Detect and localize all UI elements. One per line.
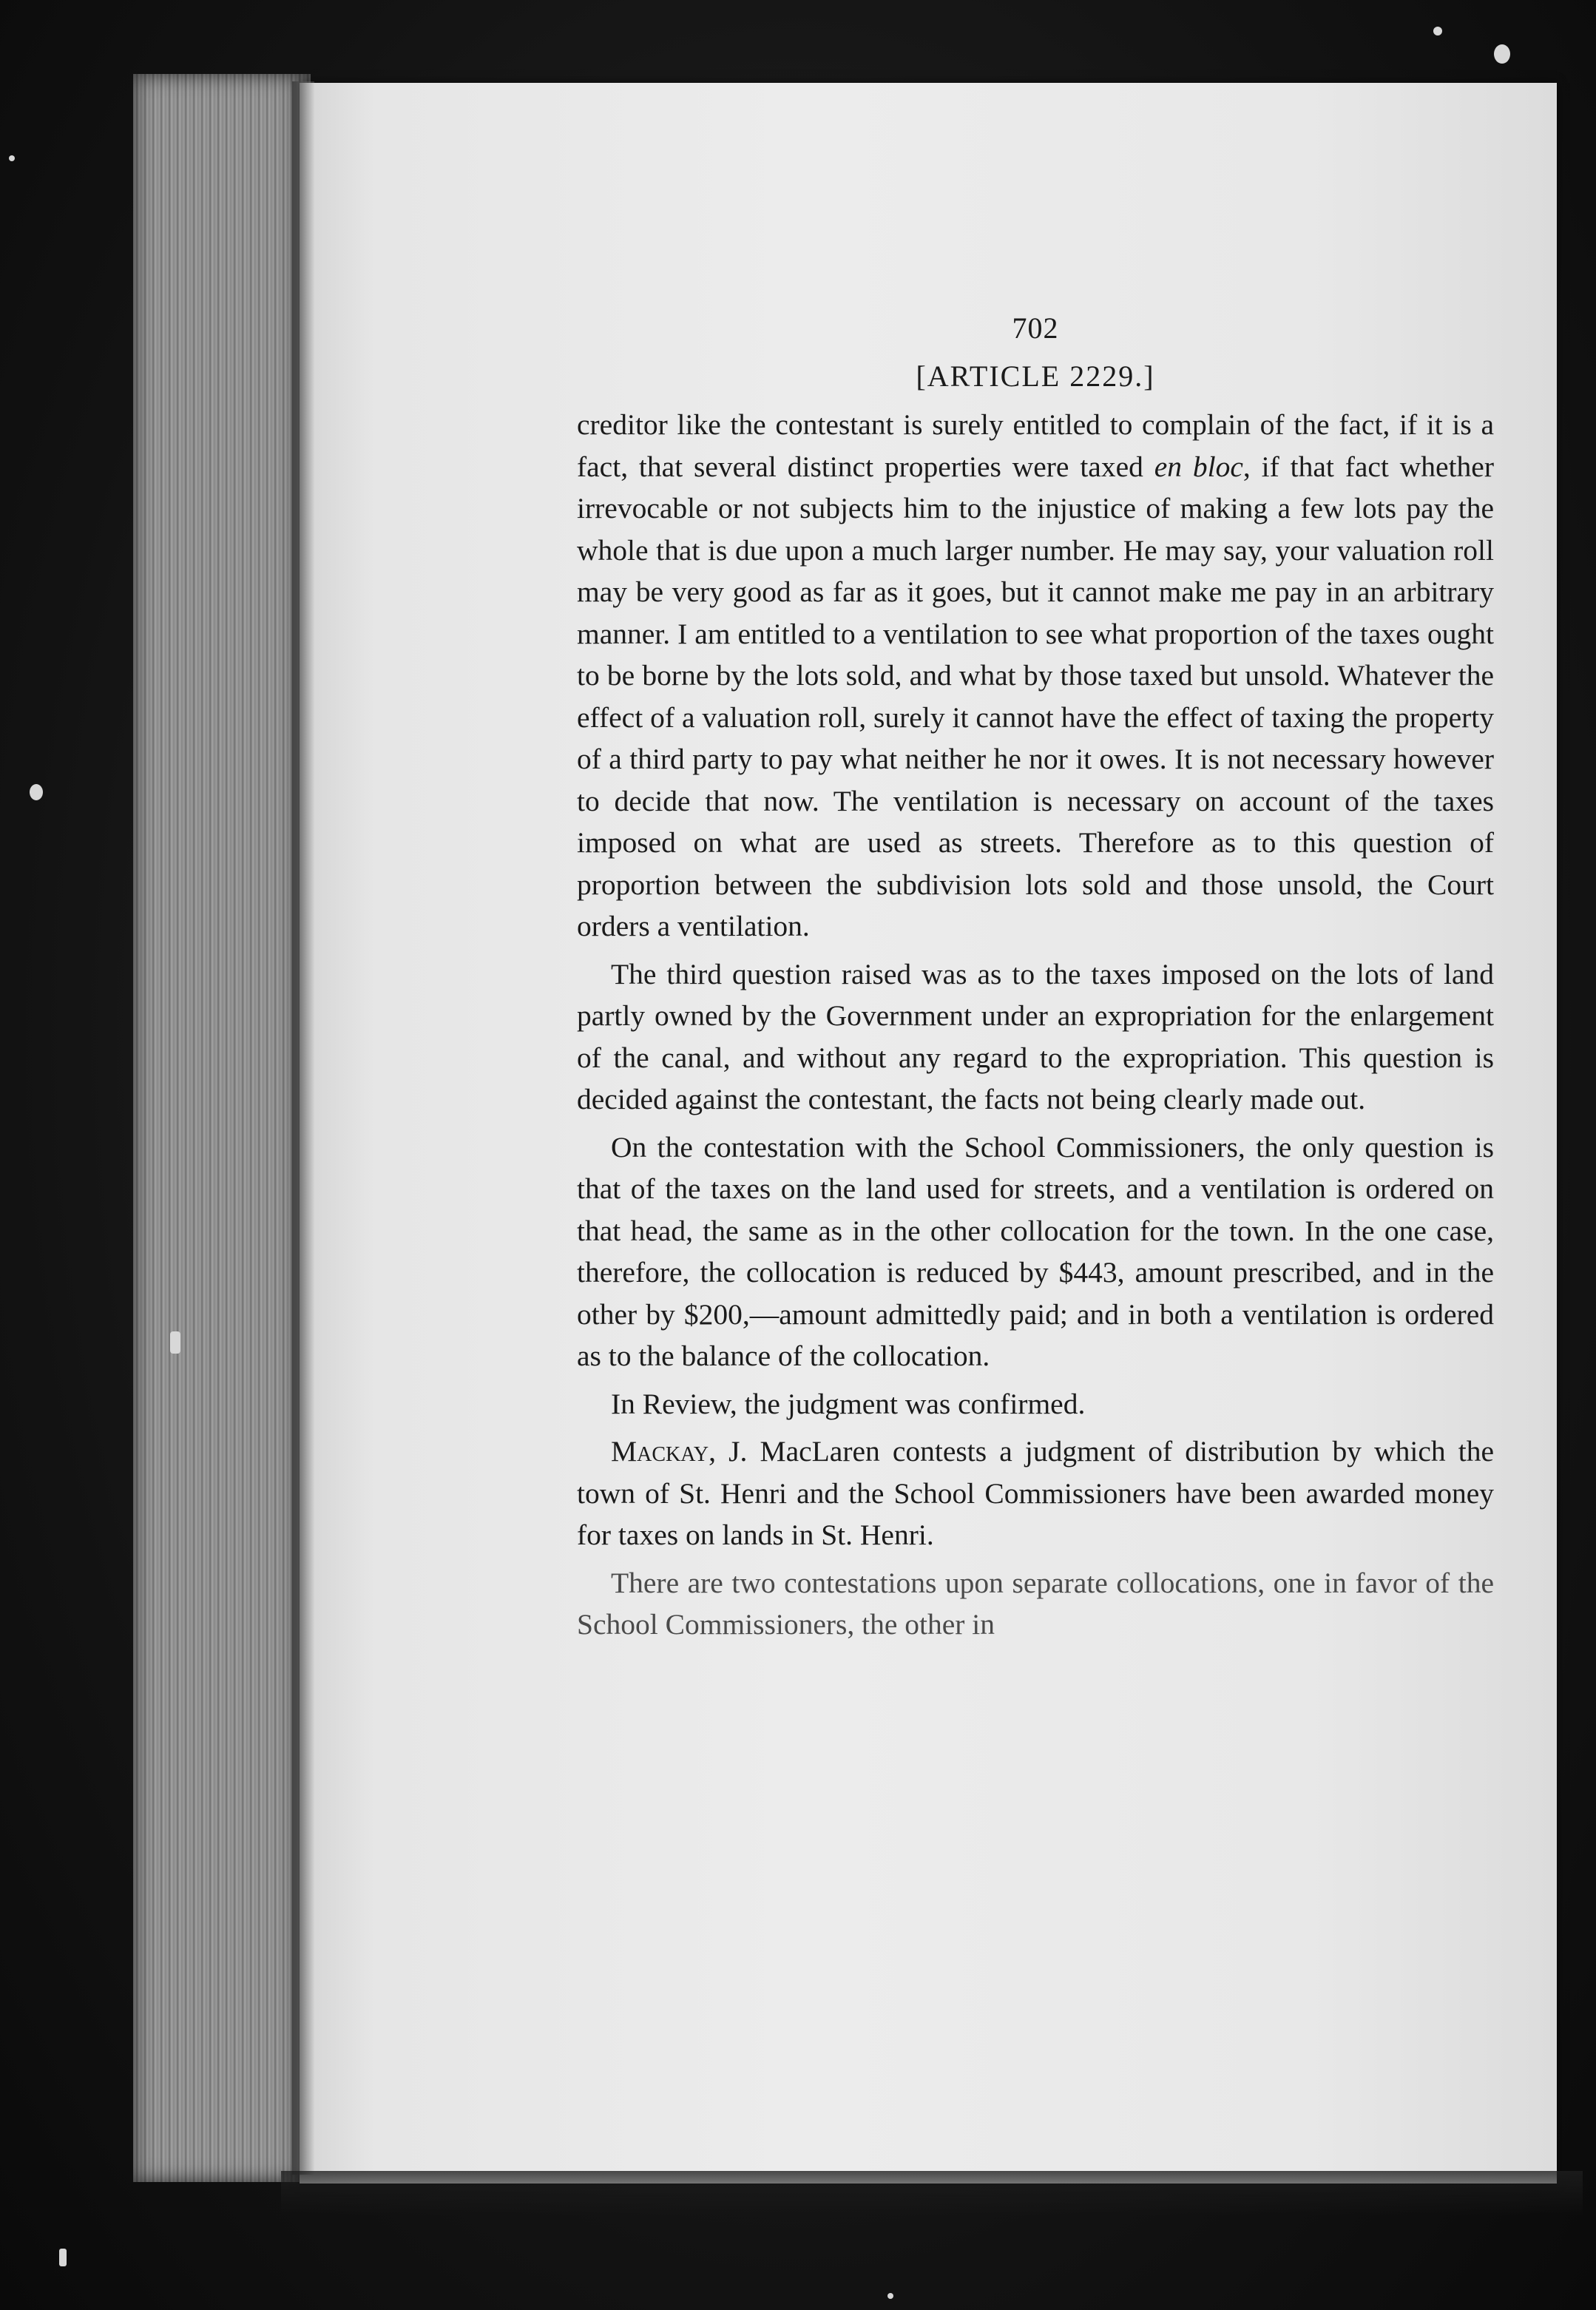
- paragraph-1-text-b: , if that fact whether irrevocable or not subjects him to the injustice of making a few lots pay the whole that is due upon a much larger number. He may say, your valuation roll may be very good as far as it goes, but it cannot make me pay in an arbitrary manner. I am entitled to a ventilation to see what proportion of the taxes ought to be borne by the lots sold, and what by those taxed but unsold. Whatever the effect of a valuation roll, surely it cannot have the effect of taxing the property of a third party to pay what neither he nor it owes. It is not necessary however to decide that now. The ventilation is necessary on account of the taxes imposed on what are used as streets. Therefore as to this question of proportion between the subdivision lots sold and those unsold, the Court orders a ventilation.: [577, 450, 1494, 942]
- paragraph-4: In Review, the judgment was confirmed.: [611, 1387, 1086, 1420]
- judge-name: Mackay, J.: [611, 1435, 748, 1468]
- article-heading: [ARTICLE 2229.]: [916, 359, 1155, 393]
- film-speck: [30, 784, 43, 800]
- paragraph-1: [577, 404, 1494, 948]
- paragraph-1-text-a: creditor like the contestant is surely entitled to complain of the fact, if it is a fact, that several distinct properties were taxed: [577, 408, 1494, 483]
- film-speck: [59, 2249, 67, 2266]
- paragraph-3: On the contestation with the School Commissioners, the only question is that of the taxes on the land used for streets, and a ventilation is ordered on that head, the same as in the other collocation for the town. In the one case, therefore, the collocation is reduced by $443, amount prescribed, and in the other by $200,—amount admittedly paid; and in both a ventilation is ordered as to the balance of the collocation.: [577, 1130, 1494, 1372]
- paragraph-5-text: MacLaren contests a judgment of distribution by which the town of St. Henri and the School Commissioners have been awarded money for taxes on lands in St. Henri.: [577, 1435, 1495, 1551]
- film-speck: [170, 1331, 180, 1354]
- page-gutter-shadow: [292, 81, 314, 2175]
- paragraph-1-italic: en bloc: [1154, 450, 1243, 483]
- film-speck: [1433, 27, 1442, 36]
- page-bottom-shadow: [281, 2171, 1583, 2215]
- paragraph-2: The third question raised was as to the taxes imposed on the lots of land partly owned by the Government under an expropriation for the enlargement of the canal, and without any regard to the expropriation. This question is decided against the contestant, the facts not being clearly made out.: [577, 957, 1494, 1115]
- page-number: 702: [1012, 311, 1059, 345]
- book-fore-edge: [133, 74, 311, 2182]
- film-speck: [9, 155, 15, 161]
- film-speck: [1494, 44, 1510, 64]
- paragraph-5: [577, 1431, 1494, 1556]
- paragraph-6: There are two contestations upon separate collocations, one in favor of the School Commissioners, the other in: [577, 1566, 1494, 1641]
- film-speck: [887, 2293, 893, 2299]
- page-text-block: [577, 311, 1494, 1652]
